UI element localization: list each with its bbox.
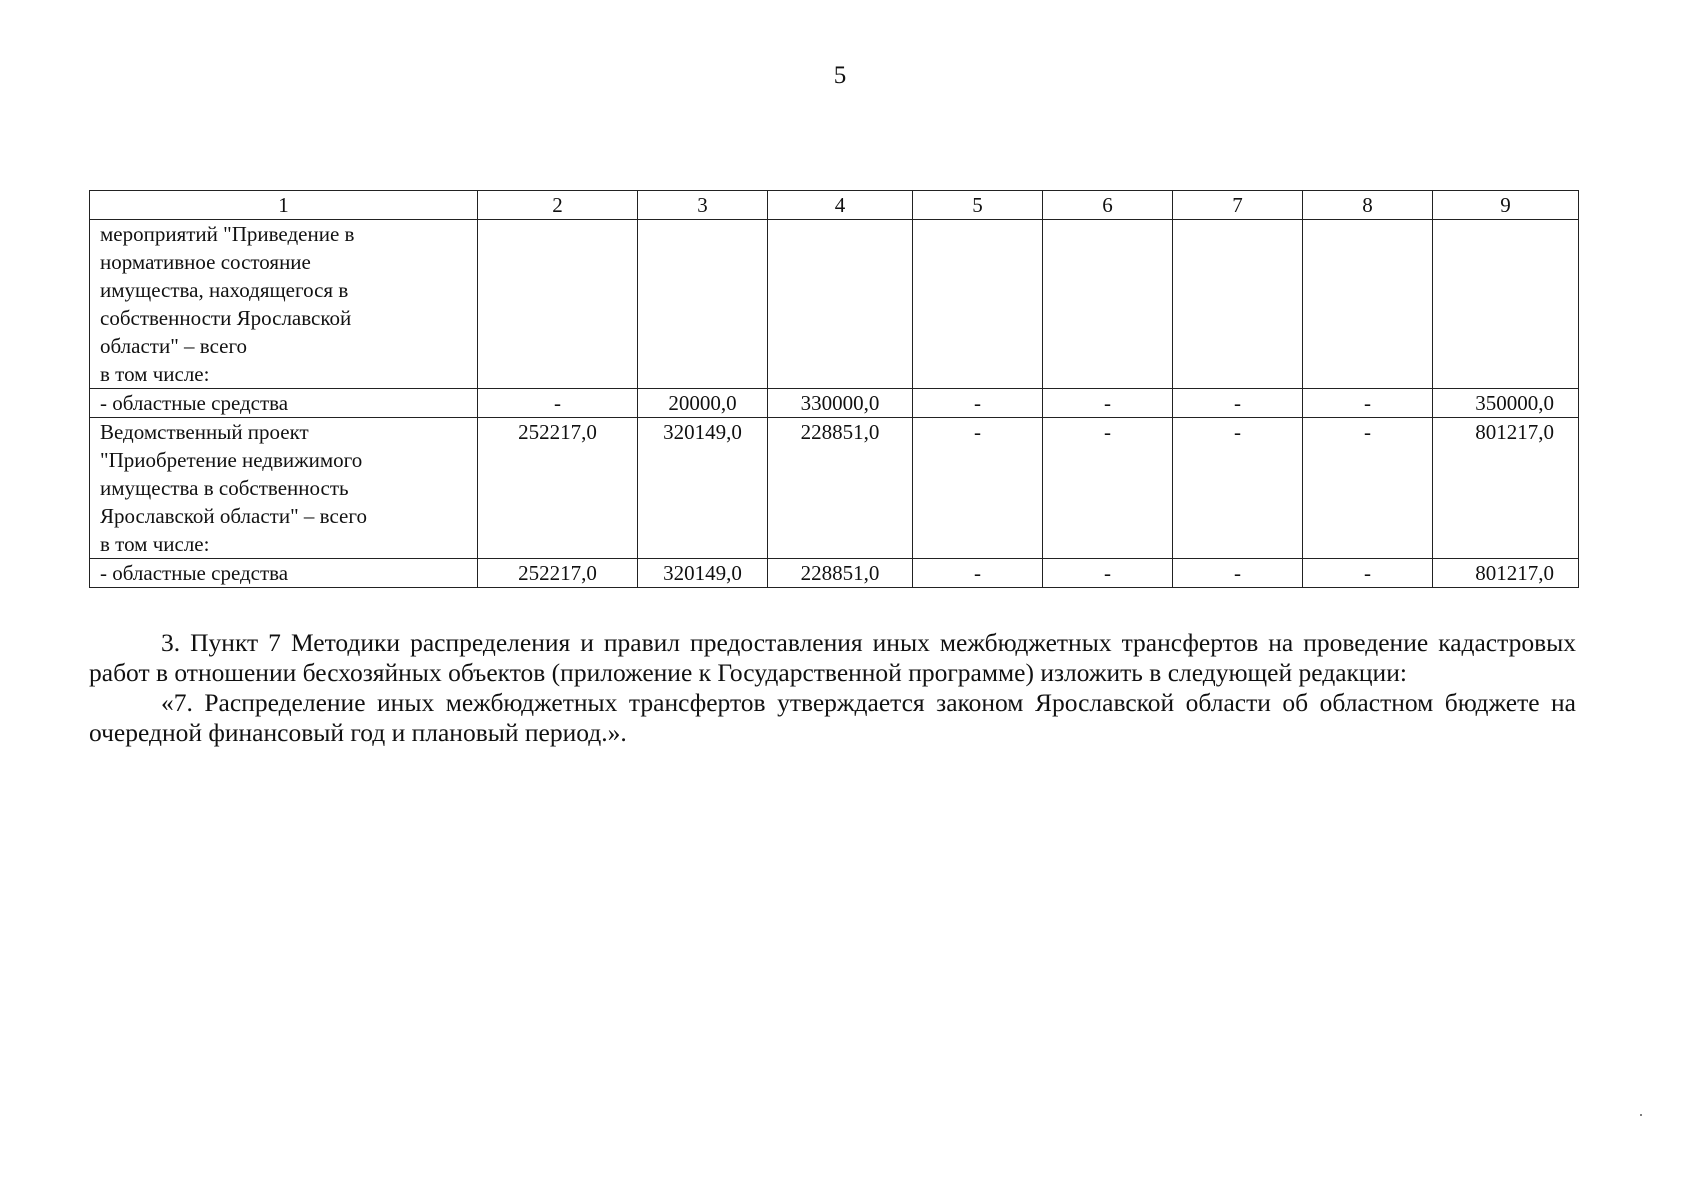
row-label-line: собственности Ярославской bbox=[100, 306, 352, 330]
table-row bbox=[90, 418, 1579, 559]
value-cell bbox=[768, 220, 913, 389]
value-cell bbox=[478, 220, 638, 389]
page-number: 5 bbox=[833, 62, 847, 89]
value-cell: - bbox=[1173, 389, 1303, 418]
value-cell: - bbox=[1173, 559, 1303, 588]
value-cell: 320149,0 bbox=[638, 559, 768, 588]
header-cell: 9 bbox=[1433, 191, 1579, 220]
row-label-line: мероприятий "Приведение в bbox=[100, 222, 355, 246]
value-cell: - bbox=[1043, 418, 1173, 559]
value-cell: 320149,0 bbox=[638, 418, 768, 559]
value-cell: - bbox=[913, 389, 1043, 418]
value-cell: - bbox=[1173, 418, 1303, 559]
value-cell bbox=[1173, 220, 1303, 389]
row-label-line: области" – всего bbox=[100, 334, 248, 358]
value-cell: 20000,0 bbox=[638, 389, 768, 418]
value-cell: - bbox=[1303, 418, 1433, 559]
value-cell: 801217,0 bbox=[1433, 418, 1579, 559]
header-cell: 5 bbox=[913, 191, 1043, 220]
row-label-line: в том числе: bbox=[100, 532, 210, 556]
row-label-line: Ярославской области" – всего bbox=[100, 504, 367, 528]
value-cell: - bbox=[1043, 389, 1173, 418]
value-cell: 252217,0 bbox=[478, 559, 638, 588]
value-cell: - bbox=[1303, 389, 1433, 418]
header-cell: 4 bbox=[768, 191, 913, 220]
value-cell: 228851,0 bbox=[768, 559, 913, 588]
row-label-line: имущества в собственность bbox=[100, 476, 349, 500]
header-cell: 1 bbox=[90, 191, 478, 220]
document-body-text bbox=[89, 628, 1576, 748]
header-cell: 7 bbox=[1173, 191, 1303, 220]
header-cell: 6 bbox=[1043, 191, 1173, 220]
value-cell: 330000,0 bbox=[768, 389, 913, 418]
row-label-line: - областные средства bbox=[100, 391, 289, 415]
table-row bbox=[90, 559, 1579, 588]
value-cell bbox=[638, 220, 768, 389]
value-cell bbox=[913, 220, 1043, 389]
table-row bbox=[90, 220, 1579, 389]
row-label-cell bbox=[90, 220, 478, 389]
table-row bbox=[90, 389, 1579, 418]
row-label-line: в том числе: bbox=[100, 362, 210, 386]
row-label-line: Ведомственный проект bbox=[100, 420, 309, 444]
row-label-cell bbox=[90, 389, 478, 418]
value-cell: - bbox=[1043, 559, 1173, 588]
value-cell: - bbox=[1303, 559, 1433, 588]
row-label-line: имущества, находящегося в bbox=[100, 278, 349, 302]
budget-table-container bbox=[89, 190, 1578, 588]
budget-table bbox=[89, 190, 1579, 588]
scan-speck bbox=[1640, 1114, 1642, 1116]
row-label-line: "Приобретение недвижимого bbox=[100, 448, 363, 472]
header-cell: 3 bbox=[638, 191, 768, 220]
table-header-row bbox=[90, 191, 1579, 220]
value-cell: 228851,0 bbox=[768, 418, 913, 559]
row-label-cell bbox=[90, 418, 478, 559]
paragraph: 3. Пункт 7 Методики распределения и правил предоставления иных межбюджетных трансфертов на проведение кадастровых работ в отношении бесхозяйных объектов (приложение к Государственной программе) изложить в следующей редакции: bbox=[89, 628, 1576, 687]
row-label-line: нормативное состояние bbox=[100, 250, 311, 274]
row-label-line: - областные средства bbox=[100, 561, 289, 585]
header-cell: 8 bbox=[1303, 191, 1433, 220]
value-cell: 252217,0 bbox=[478, 418, 638, 559]
value-cell: 350000,0 bbox=[1433, 389, 1579, 418]
value-cell: - bbox=[478, 389, 638, 418]
value-cell bbox=[1303, 220, 1433, 389]
value-cell: - bbox=[913, 418, 1043, 559]
paragraph: «7. Распределение иных межбюджетных трансфертов утверждается законом Ярославской области об областном бюджете на очередной финансовый год и плановый период.». bbox=[89, 688, 1576, 747]
value-cell bbox=[1433, 220, 1579, 389]
row-label-cell bbox=[90, 559, 478, 588]
value-cell bbox=[1043, 220, 1173, 389]
value-cell: - bbox=[913, 559, 1043, 588]
header-cell: 2 bbox=[478, 191, 638, 220]
value-cell: 801217,0 bbox=[1433, 559, 1579, 588]
